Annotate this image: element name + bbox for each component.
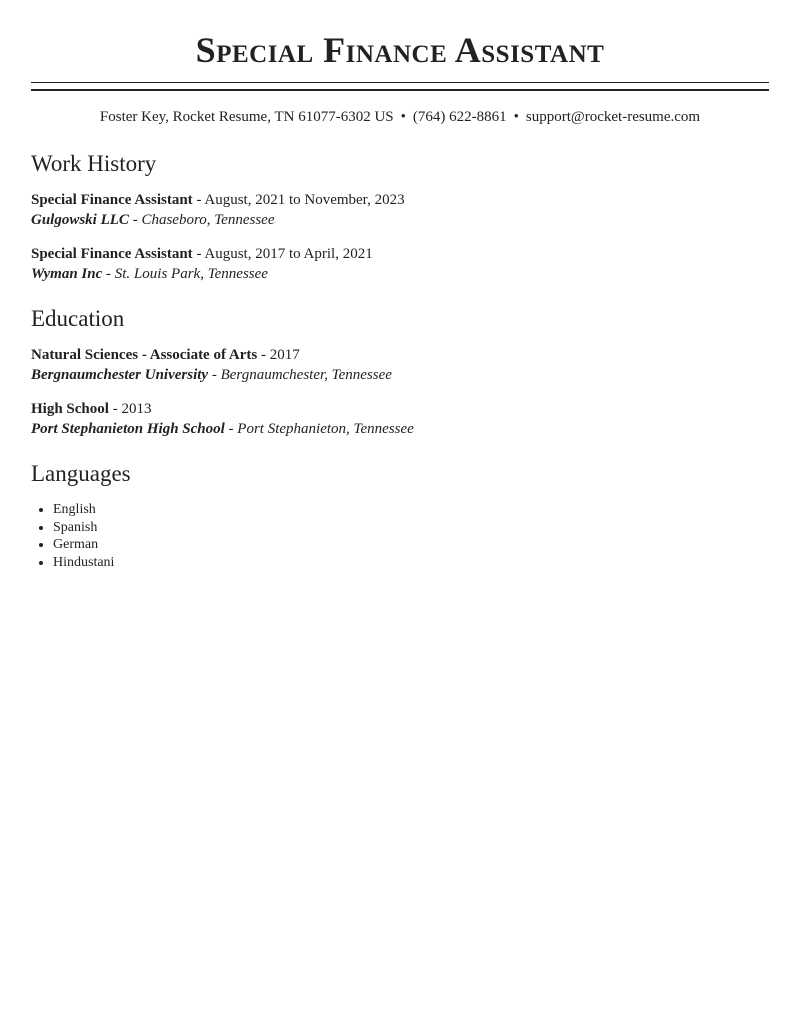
graduation-year: 2017: [269, 347, 300, 363]
contact-line: [31, 105, 769, 129]
job-dates: August, 2017 to April, 2021: [204, 246, 373, 262]
languages-heading: Languages: [31, 461, 131, 486]
school-name: Port Stephanieton High School: [31, 421, 225, 437]
work-entry: [31, 244, 769, 284]
title-divider: [31, 82, 769, 91]
language-item: • English: [53, 501, 769, 519]
contact-phone: (764) 622-8861: [412, 109, 507, 125]
contact-separator: •: [400, 109, 406, 125]
education-entry: [31, 345, 769, 385]
language-item: • German: [53, 536, 769, 554]
education-heading: Education: [31, 306, 125, 331]
school-location: Port Stephanieton, Tennessee: [237, 421, 414, 437]
dash-separator: -: [128, 212, 142, 228]
languages-list: [31, 501, 769, 571]
dash-separator: -: [192, 246, 205, 262]
dash-separator: -: [192, 192, 205, 208]
company-name: Wyman Inc: [31, 266, 103, 282]
dash-separator: -: [208, 367, 221, 383]
job-title: Special Finance Assistant: [31, 192, 193, 208]
work-history-heading: Work History: [31, 151, 157, 176]
contact-address: Foster Key, Rocket Resume, TN 61077-6302 US: [99, 109, 394, 125]
school-location: Bergnaumchester, Tennessee: [220, 367, 392, 383]
contact-separator: •: [513, 109, 519, 125]
company-location: St. Louis Park, Tennessee: [114, 266, 268, 282]
graduation-year: 2013: [121, 401, 152, 417]
degree-name: High School: [31, 401, 109, 417]
language-item: • Hindustani: [53, 554, 769, 572]
dash-separator: -: [102, 266, 115, 282]
dash-separator: -: [257, 347, 270, 363]
language-item: • Spanish: [53, 519, 769, 537]
job-dates: August, 2021 to November, 2023: [204, 192, 405, 208]
degree-name: Natural Sciences - Associate of Arts: [31, 347, 258, 363]
education-entry: [31, 399, 769, 439]
company-name: Gulgowski LLC: [31, 212, 129, 228]
resume-title: Special Finance Assistant: [195, 30, 605, 70]
dash-separator: -: [224, 421, 238, 437]
dash-separator: -: [108, 401, 122, 417]
company-location: Chaseboro, Tennessee: [141, 212, 275, 228]
contact-email: support@rocket-resume.com: [525, 109, 701, 125]
school-name: Bergnaumchester University: [31, 367, 209, 383]
work-entry: [31, 190, 769, 230]
job-title: Special Finance Assistant: [31, 246, 193, 262]
